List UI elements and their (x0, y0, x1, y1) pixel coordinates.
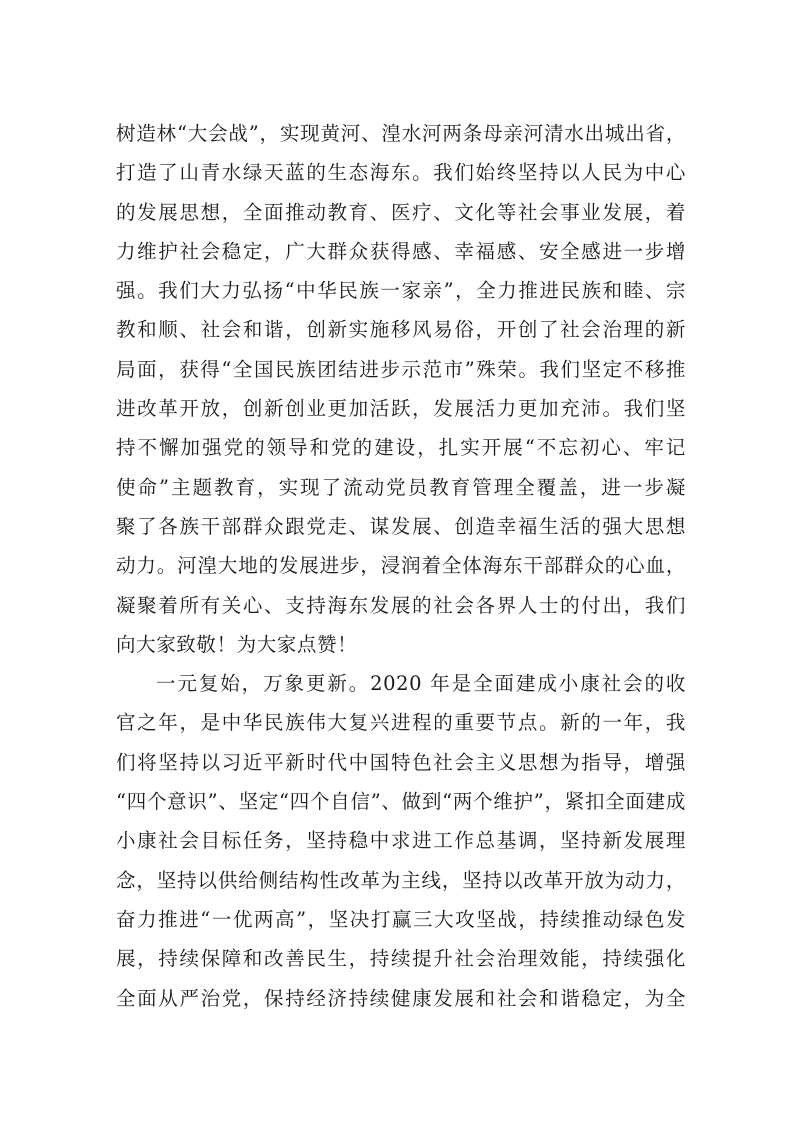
paragraph-1-line-3: 的发展思想，全面推动教育、医疗、文化等社会事业发展，着 (116, 200, 686, 224)
paragraph-1-line-6: 教和顺、社会和谐，创新实施移风易俗，开创了社会治理的新 (116, 318, 686, 342)
paragraph-1-line-14: 向大家致敬！为大家点赞！ (116, 632, 358, 656)
paragraph-2-line-6: 念，坚持以供给侧结构性改革为主线，坚持以改革开放为动力， (116, 868, 686, 892)
paragraph-2-line-1: 一元复始，万象更新。2020 年是全面建成小康社会的收 (156, 672, 686, 696)
paragraph-2-line-9: 全面从严治党，保持经济持续健康发展和社会和谐稳定，为全 (116, 986, 686, 1010)
paragraph-1-line-11: 聚了各族干部群众跟党走、谋发展、创造幸福生活的强大思想 (116, 514, 686, 538)
paragraph-2-line-5: 小康社会目标任务，坚持稳中求进工作总基调，坚持新发展理 (116, 829, 686, 853)
paragraph-1-line-8: 进改革开放，创新创业更加活跃，发展活力更加充沛。我们坚 (116, 397, 686, 421)
paragraph-1-line-1: 树造林“大会战”，实现黄河、湟水河两条母亲河清水出城出省， (116, 122, 686, 145)
paragraph-2-line-7: 奋力推进“一优两高”，坚决打赢三大攻坚战，持续推动绿色发 (116, 907, 686, 931)
paragraph-2-line-4: “四个意识”、坚定“四个自信”、做到“两个维护”，紧扣全面建成 (116, 790, 686, 814)
paragraph-1-line-4: 力维护社会稳定，广大群众获得感、幸福感、安全感进一步增 (116, 239, 686, 263)
paragraph-1-line-2: 打造了山青水绿天蓝的生态海东。我们始终坚持以人民为中心 (116, 161, 686, 185)
paragraph-1-line-10: 使命”主题教育，实现了流动党员教育管理全覆盖，进一步凝 (116, 475, 686, 499)
paragraph-1-line-12: 动力。河湟大地的发展进步，浸润着全体海东干部群众的心血， (116, 554, 686, 578)
paragraph-2-line-8: 展，持续保障和改善民生，持续提升社会治理效能，持续强化 (116, 947, 686, 971)
paragraph-2-line-2: 官之年，是中华民族伟大复兴进程的重要节点。新的一年，我 (116, 711, 686, 735)
paragraph-1-line-5: 强。我们大力弘扬“中华民族一家亲”，全力推进民族和睦、宗 (116, 279, 686, 303)
paragraph-1-line-13: 凝聚着所有关心、支持海东发展的社会各界人士的付出，我们 (116, 593, 686, 617)
paragraph-1-line-7: 局面，获得“全国民族团结进步示范市”殊荣。我们坚定不移推 (116, 357, 686, 381)
paragraph-2-line-3: 们将坚持以习近平新时代中国特色社会主义思想为指导，增强 (116, 750, 686, 774)
paragraph-1-line-9: 持不懈加强党的领导和党的建设，扎实开展“不忘初心、牢记 (116, 436, 686, 460)
body-text (116, 114, 686, 1018)
